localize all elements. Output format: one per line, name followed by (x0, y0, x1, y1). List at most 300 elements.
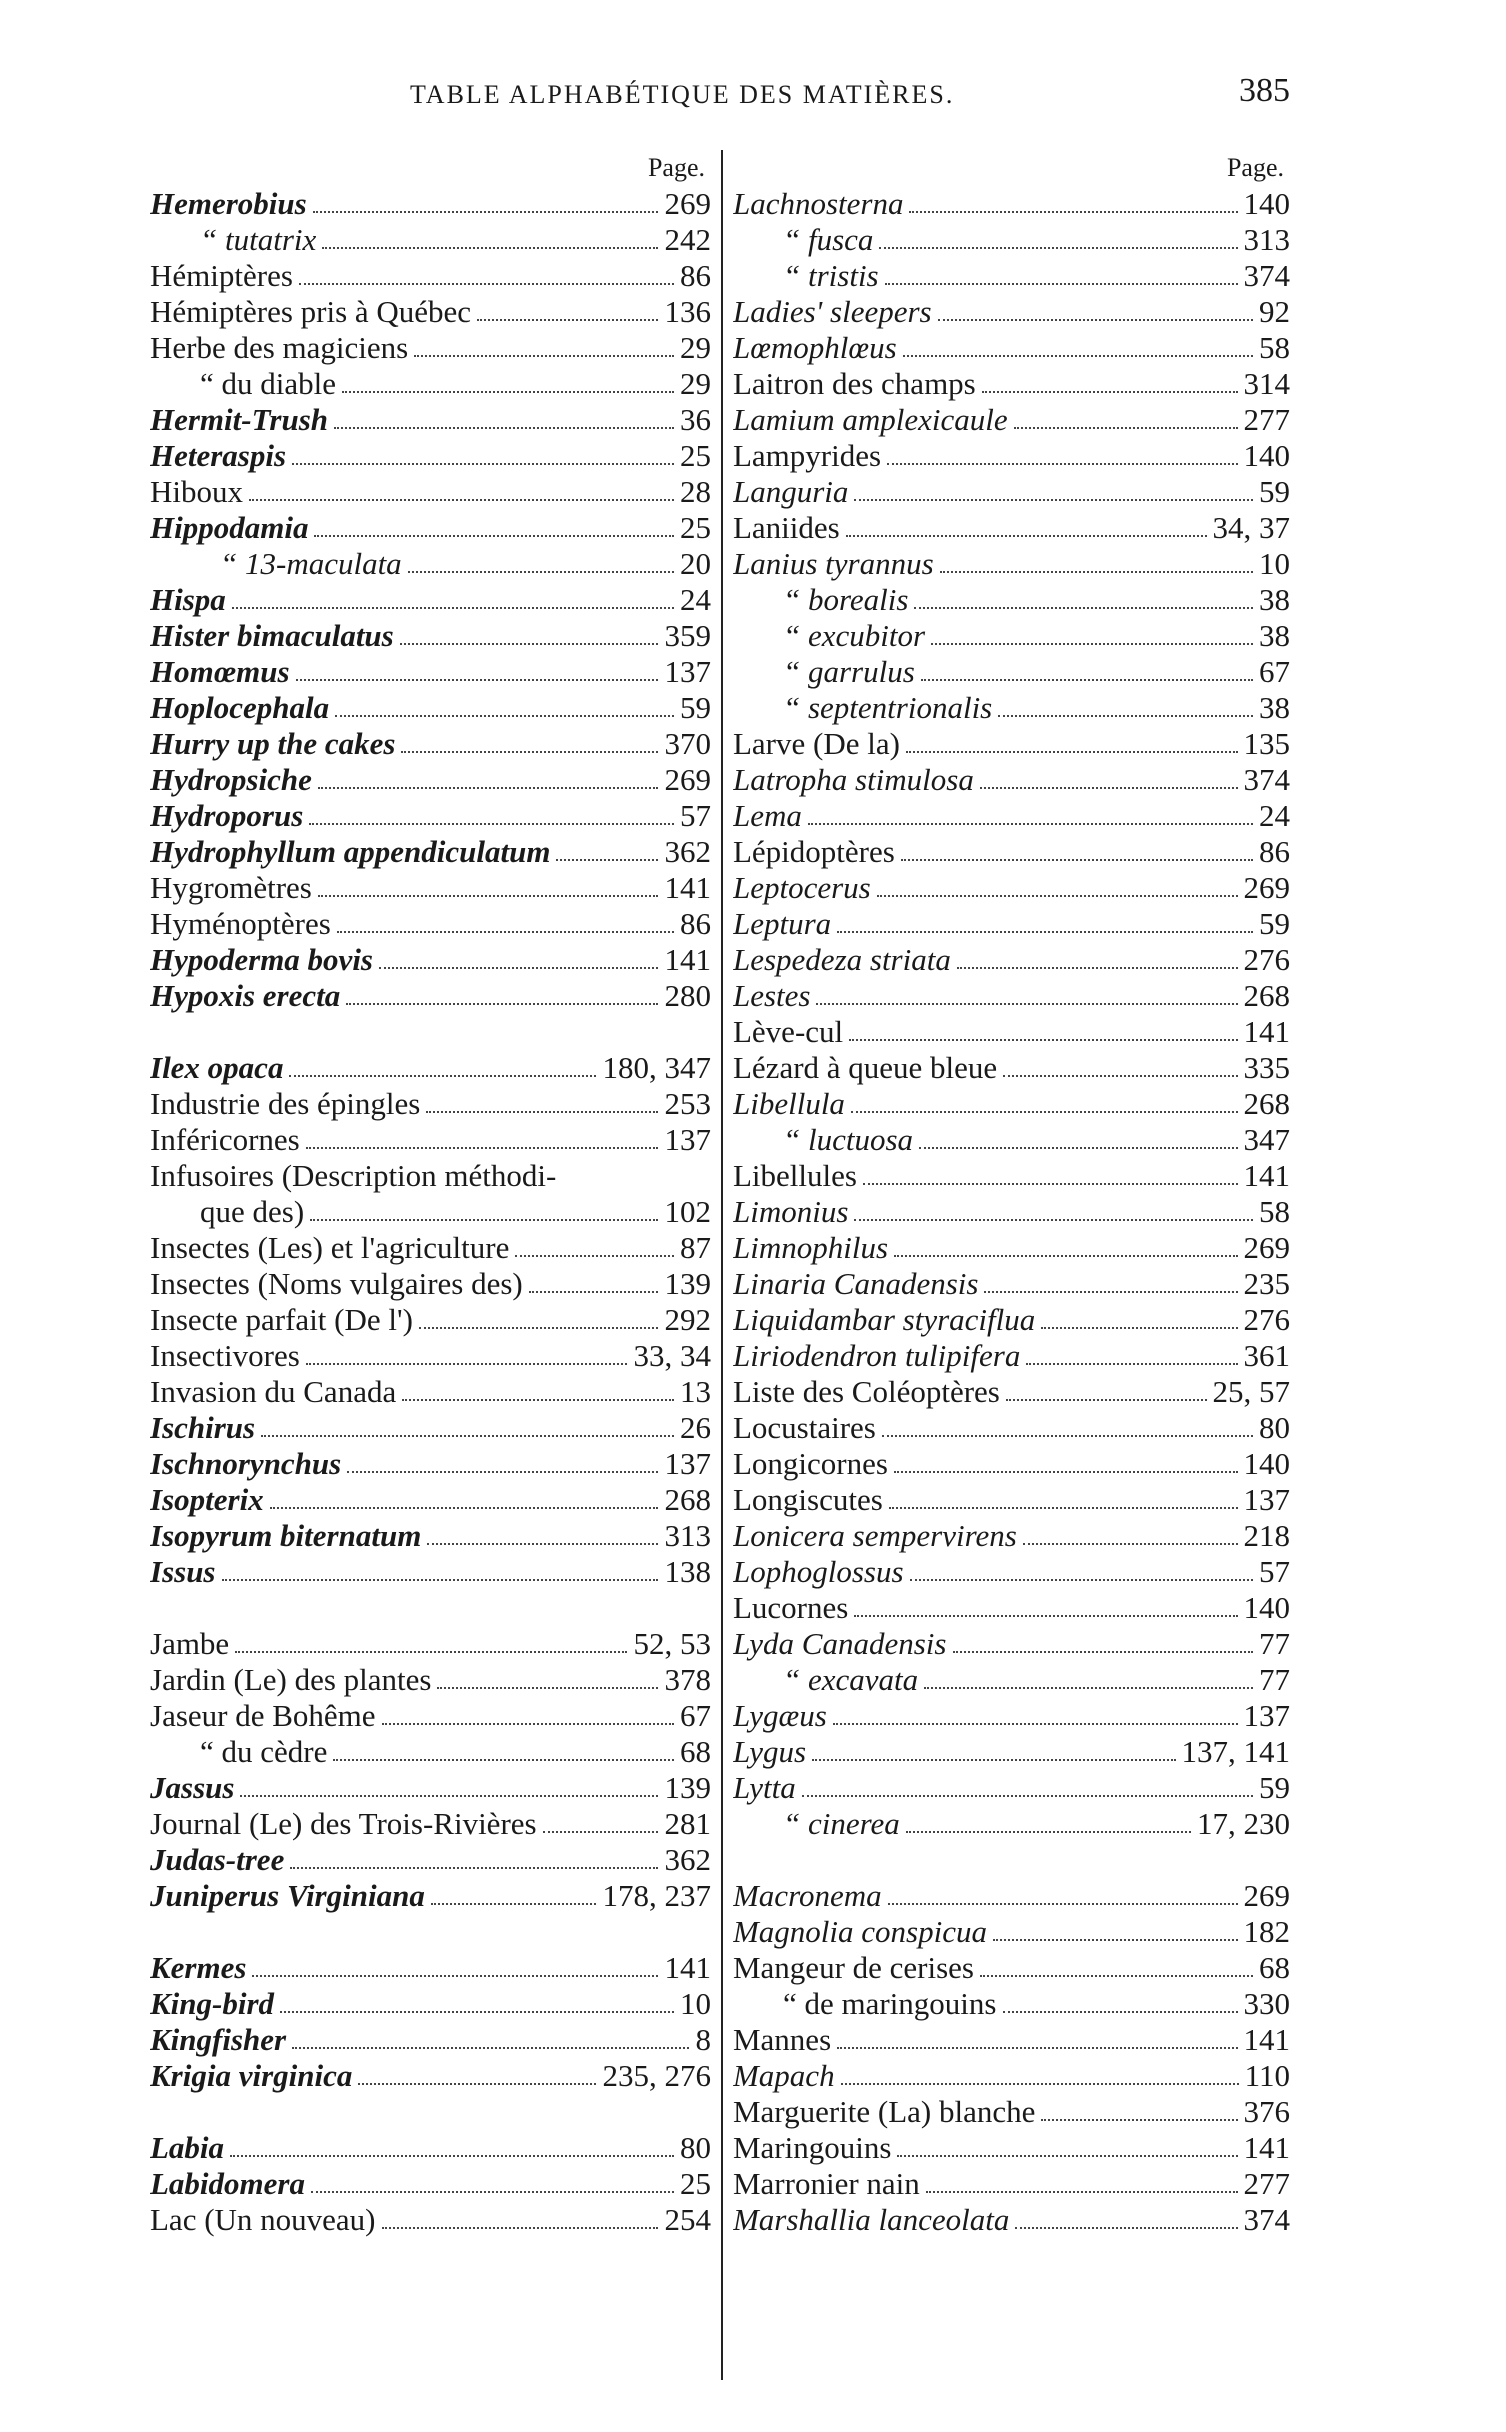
dot-leader (887, 463, 1237, 465)
dot-leader (419, 1327, 659, 1329)
index-entry (150, 1914, 711, 1950)
entry-page: 141 (664, 1950, 711, 1985)
index-entry (733, 510, 1290, 546)
entry-term: Invasion du Canada (150, 1374, 397, 1409)
entry-page: 269 (1243, 1878, 1290, 1913)
dot-leader (408, 571, 674, 573)
index-entry (150, 1734, 711, 1770)
entry-page: 25 (679, 438, 711, 473)
index-entry (733, 834, 1290, 870)
index-entry (733, 1698, 1290, 1734)
index-entry (733, 2202, 1290, 2238)
dot-leader (379, 967, 658, 969)
dot-leader (414, 355, 674, 357)
index-entry (733, 1518, 1290, 1554)
dot-leader (1023, 1543, 1238, 1545)
entry-page: 330 (1243, 1986, 1290, 2021)
entry-page: 38 (1259, 582, 1290, 617)
dot-leader (982, 391, 1238, 393)
dot-leader (334, 427, 674, 429)
entry-term: Hypoxis erecta (150, 978, 341, 1013)
entry-term: “ tristis (782, 258, 879, 293)
entry-term: Ischnorynchus (150, 1446, 342, 1481)
index-entry (150, 1086, 711, 1122)
index-entry (733, 1626, 1290, 1662)
entry-page: 361 (1243, 1338, 1290, 1373)
entry-term: Jassus (150, 1770, 235, 1805)
entry-term: Jambe (150, 1626, 230, 1661)
entry-term: Hermit-Trush (150, 402, 328, 437)
index-entry (150, 1482, 711, 1518)
index-entry (733, 726, 1290, 762)
entry-page: 254 (664, 2202, 711, 2237)
entry-term: Mangeur de cerises (732, 1950, 974, 1985)
dot-leader (401, 751, 658, 753)
entry-term: Hémiptères pris à Québec (150, 294, 472, 329)
entry-term: Liquidambar styraciflua (732, 1302, 1036, 1337)
entry-term: Lépidoptères (732, 834, 895, 869)
index-entry (733, 582, 1290, 618)
dot-leader (427, 1543, 658, 1545)
index-entry (150, 1770, 711, 1806)
index-entry (150, 1842, 711, 1878)
entry-term: Labia (150, 2130, 225, 2165)
entry-page: 140 (1243, 186, 1290, 221)
index-entry (733, 1050, 1290, 1086)
dot-leader (906, 751, 1238, 753)
index-entry (150, 726, 711, 762)
entry-page: 268 (664, 1482, 711, 1517)
index-entry (733, 1410, 1290, 1446)
index-entry (150, 1050, 711, 1086)
dot-leader (299, 283, 674, 285)
index-entry (733, 1266, 1290, 1302)
entry-page: 92 (1259, 294, 1290, 329)
entry-page: 68 (679, 1734, 711, 1769)
entry-term: Locustaires (732, 1410, 876, 1445)
page-column-label: Page. (1226, 153, 1284, 182)
dot-leader (953, 1651, 1254, 1653)
index-entry (733, 618, 1290, 654)
index-entry (150, 1698, 711, 1734)
entry-page: 8 (695, 2022, 711, 2057)
dot-leader (292, 2047, 689, 2049)
dot-leader (957, 967, 1238, 969)
index-entry (733, 1554, 1290, 1590)
index-entry (150, 1194, 711, 1230)
entry-page: 13 (679, 1374, 711, 1409)
entry-term: Insectes (Les) et l'agriculture (150, 1230, 510, 1265)
entry-page: 362 (664, 834, 711, 869)
entry-page: 137 (664, 1122, 711, 1157)
dot-leader (335, 715, 674, 717)
index-entry (150, 906, 711, 942)
dot-leader (903, 355, 1253, 357)
index-entry (733, 366, 1290, 402)
entry-page: 24 (679, 582, 711, 617)
entry-term: “ septentrionalis (782, 690, 993, 725)
dot-leader (854, 1219, 1253, 1221)
index-entry (150, 834, 711, 870)
index-entry (733, 654, 1290, 690)
index-entry (733, 1734, 1290, 1770)
entry-term: Larve (De la) (732, 726, 900, 761)
entry-page: 24 (1259, 798, 1290, 833)
entry-term: Lygus (732, 1734, 807, 1769)
entry-page: 137 (664, 1446, 711, 1481)
entry-term: Marguerite (La) blanche (732, 2094, 1036, 2129)
entry-term: Lyda Canadensis (732, 1626, 947, 1661)
entry-term: Lac (Un nouveau) (150, 2202, 376, 2237)
entry-term: Heteraspis (150, 438, 287, 473)
entry-page: 52, 53 (633, 1626, 711, 1661)
index-entry (150, 1014, 711, 1050)
entry-term: “ du diable (200, 366, 337, 401)
dot-leader (998, 715, 1253, 717)
index-entry (150, 1410, 711, 1446)
entry-page: 86 (679, 906, 711, 941)
entry-term: Ischirus (150, 1410, 256, 1445)
index-entry (733, 906, 1290, 942)
dot-leader (249, 499, 674, 501)
index-entry (150, 1662, 711, 1698)
index-entry (733, 186, 1290, 222)
entry-term: “ 13-maculata (220, 546, 402, 581)
dot-leader (854, 1615, 1237, 1617)
dot-leader (901, 859, 1253, 861)
dot-leader (280, 2011, 674, 2013)
index-entry (150, 654, 711, 690)
entry-term: Leptura (732, 906, 832, 941)
dot-leader (1041, 1327, 1237, 1329)
entry-term: “ garrulus (782, 654, 915, 689)
entry-page: 141 (664, 870, 711, 905)
index-entry (733, 1086, 1290, 1122)
index-entry (150, 402, 711, 438)
entry-page: 359 (664, 618, 711, 653)
entry-page: 362 (664, 1842, 711, 1877)
index-entry (150, 294, 711, 330)
entry-page: 374 (1243, 2202, 1290, 2237)
dot-leader (346, 1003, 658, 1005)
index-entry (733, 942, 1290, 978)
dot-leader (342, 391, 674, 393)
index-entry (150, 438, 711, 474)
entry-page: 68 (1259, 1950, 1290, 1985)
index-entry (150, 222, 711, 258)
dot-leader (854, 499, 1253, 501)
entry-term: Lézard à queue bleue (732, 1050, 998, 1085)
entry-page: 33, 34 (633, 1338, 711, 1373)
entry-page: 57 (679, 798, 711, 833)
entry-page: 141 (1243, 2022, 1290, 2057)
dot-leader (431, 1903, 597, 1905)
dot-leader (358, 2083, 596, 2085)
entry-page: 34, 37 (1212, 510, 1290, 545)
entry-term: Inféricornes (150, 1122, 300, 1157)
entry-term: “ tutatrix (200, 222, 317, 257)
dot-leader (897, 2155, 1237, 2157)
entry-term: Hispa (150, 582, 226, 617)
entry-term: Insectivores (150, 1338, 300, 1373)
index-entry (733, 1806, 1290, 1842)
dot-leader (232, 607, 674, 609)
entry-term: Hémiptères (150, 258, 293, 293)
entry-page: 235, 276 (602, 2058, 711, 2093)
entry-term: Lophoglossus (732, 1554, 904, 1589)
index-entry (150, 798, 711, 834)
index-entry (150, 1122, 711, 1158)
dot-leader (261, 1435, 674, 1437)
entry-term: Issus (150, 1554, 216, 1589)
dot-leader (347, 1471, 658, 1473)
entry-page: 277 (1243, 402, 1290, 437)
index-entry (733, 1842, 1290, 1878)
index-entry (733, 1158, 1290, 1194)
entry-page: 59 (679, 690, 711, 725)
dot-leader (837, 2047, 1237, 2049)
index-entry (733, 546, 1290, 582)
index-entry (733, 1986, 1290, 2022)
entry-page: 59 (1259, 906, 1290, 941)
page-number: 385 (1239, 72, 1290, 109)
entry-term: Journal (Le) des Trois-Rivières (150, 1806, 537, 1841)
dot-leader (980, 1975, 1253, 1977)
entry-term: Hypoderma bovis (150, 942, 373, 977)
entry-term: Krigia virginica (150, 2058, 353, 2093)
entry-term: Lamium amplexicaule (732, 402, 1008, 437)
entry-term: Insecte parfait (De l') (150, 1302, 413, 1337)
index-entry (733, 2130, 1290, 2166)
index-entry (150, 546, 711, 582)
index-entry (150, 942, 711, 978)
entry-page: 374 (1243, 762, 1290, 797)
entry-list-left (150, 186, 711, 2238)
entry-page: 138 (664, 1554, 711, 1589)
entry-term: “ excubitor (782, 618, 926, 653)
index-entry (150, 1230, 711, 1266)
dot-leader (515, 1255, 674, 1257)
dot-leader (879, 247, 1237, 249)
dot-leader (877, 895, 1238, 897)
dot-leader (940, 571, 1253, 573)
entry-term: Liriodendron tulipifera (732, 1338, 1021, 1373)
entry-term: Herbe des magiciens (150, 330, 409, 365)
index-entry (150, 2022, 711, 2058)
index-entry (733, 438, 1290, 474)
index-entry (150, 1590, 711, 1626)
entry-term: “ borealis (782, 582, 909, 617)
entry-page: 29 (679, 366, 711, 401)
dot-leader (841, 2083, 1239, 2085)
entry-page: 102 (664, 1194, 711, 1229)
entry-page: 58 (1259, 1194, 1290, 1229)
dot-leader (240, 1795, 658, 1797)
entry-page: 17, 230 (1197, 1806, 1290, 1841)
index-entry (150, 1302, 711, 1338)
index-entry (150, 582, 711, 618)
entry-page: 25 (679, 2166, 711, 2201)
index-entry (150, 1158, 711, 1194)
entry-term: Laniides (732, 510, 840, 545)
entry-term: Mapach (732, 2058, 835, 2093)
entry-page: 141 (664, 942, 711, 977)
index-entry (733, 222, 1290, 258)
entry-term: “ cinerea (782, 1806, 900, 1841)
index-entry (150, 1446, 711, 1482)
entry-term: Infusoires (Description méthodi- (150, 1158, 557, 1193)
index-entry (733, 402, 1290, 438)
dot-leader (318, 787, 659, 789)
index-entry (150, 510, 711, 546)
entry-page: 178, 237 (602, 1878, 711, 1913)
dot-leader (1003, 2011, 1238, 2013)
dot-leader (919, 1147, 1237, 1149)
entry-page: 140 (1243, 1446, 1290, 1481)
dot-leader (270, 1507, 659, 1509)
index-entry (150, 2166, 711, 2202)
entry-term: Laitron des champs (732, 366, 976, 401)
entry-page: 292 (664, 1302, 711, 1337)
dot-leader (235, 1651, 627, 1653)
dot-leader (888, 1903, 1238, 1905)
entry-term: Lœmophlœus (732, 330, 897, 365)
entry-term: Hister bimaculatus (150, 618, 394, 653)
index-entry (150, 258, 711, 294)
index-entry (733, 474, 1290, 510)
dot-leader (837, 931, 1253, 933)
entry-page: 141 (1243, 1014, 1290, 1049)
entry-page: 139 (664, 1770, 711, 1805)
dot-leader (924, 1687, 1253, 1689)
index-entry (150, 2058, 711, 2094)
index-entry (150, 1950, 711, 1986)
entry-term: Hydropsiche (150, 762, 312, 797)
dot-leader (910, 1579, 1253, 1581)
entry-term: Hydrophyllum appendiculatum (150, 834, 551, 869)
entry-term: Limonius (732, 1194, 849, 1229)
index-entry (150, 474, 711, 510)
entry-term: Limnophilus (732, 1230, 889, 1265)
entry-page: 86 (679, 258, 711, 293)
index-entry (733, 1662, 1290, 1698)
index-entry (150, 1626, 711, 1662)
dot-leader (863, 1183, 1238, 1185)
index-entry (733, 1122, 1290, 1158)
index-entry (150, 1266, 711, 1302)
entry-page: 57 (1259, 1554, 1290, 1589)
entry-page: 218 (1243, 1518, 1290, 1553)
entry-page: 137 (664, 654, 711, 689)
entry-term: Kingfisher (150, 2022, 287, 2057)
entry-page: 137 (1243, 1482, 1290, 1517)
entry-term: Lygæus (732, 1698, 827, 1733)
entry-term: Lachnosterna (732, 186, 904, 221)
index-entry (733, 1230, 1290, 1266)
index-entry (733, 978, 1290, 1014)
page-column-label: Page. (647, 153, 705, 182)
entry-term: Maringouins (732, 2130, 892, 2165)
index-column-left (150, 150, 723, 2380)
entry-page: 67 (679, 1698, 711, 1733)
entry-page: 276 (1243, 1302, 1290, 1337)
dot-leader (543, 1831, 659, 1833)
dot-leader (310, 1219, 658, 1221)
index-entry (733, 258, 1290, 294)
entry-page: 38 (1259, 690, 1290, 725)
entry-term: Libellules (732, 1158, 857, 1193)
dot-leader (382, 2227, 659, 2229)
index-entry (150, 366, 711, 402)
dot-leader (529, 1291, 659, 1293)
entry-term: Longicornes (732, 1446, 888, 1481)
dot-leader (938, 319, 1253, 321)
entry-page: 135 (1243, 726, 1290, 761)
dot-leader (984, 1291, 1237, 1293)
dot-leader (296, 679, 659, 681)
index-entry (150, 762, 711, 798)
entry-page: 268 (1243, 978, 1290, 1013)
entry-term: Hemerobius (150, 186, 307, 221)
index-entry (733, 1914, 1290, 1950)
entry-term: Macronema (732, 1878, 882, 1913)
entry-term: Lonicera sempervirens (732, 1518, 1017, 1553)
dot-leader (333, 1759, 674, 1761)
index-entry (150, 618, 711, 654)
entry-term: King-bird (150, 1986, 275, 2021)
entry-page: 269 (1243, 1230, 1290, 1265)
entry-page: 314 (1243, 366, 1290, 401)
index-entry (733, 1482, 1290, 1518)
entry-page: 253 (664, 1086, 711, 1121)
dot-leader (926, 2191, 1238, 2193)
entry-page: 276 (1243, 942, 1290, 977)
dot-leader (318, 895, 659, 897)
dot-leader (314, 535, 674, 537)
dot-leader (802, 1795, 1253, 1797)
entry-term: Marronier nain (732, 2166, 920, 2201)
entry-page: 335 (1243, 1050, 1290, 1085)
entry-page: 59 (1259, 474, 1290, 509)
entry-page: 313 (1243, 222, 1290, 257)
entry-term: Ladies' sleepers (732, 294, 932, 329)
entry-page: 38 (1259, 618, 1290, 653)
entry-page: 10 (1259, 546, 1290, 581)
entry-page: 277 (1243, 2166, 1290, 2201)
index-entry (150, 690, 711, 726)
entry-term: Isopyrum biternatum (150, 1518, 422, 1553)
entry-page: 77 (1259, 1662, 1290, 1697)
dot-leader (833, 1723, 1238, 1725)
entry-term: Leptocerus (732, 870, 871, 905)
entry-page: 140 (1243, 1590, 1290, 1625)
entry-page: 313 (664, 1518, 711, 1553)
dot-leader (993, 1939, 1238, 1941)
entry-term: Hygromètres (150, 870, 312, 905)
entry-page: 376 (1243, 2094, 1290, 2129)
dot-leader (1003, 1075, 1237, 1077)
entry-page: 141 (1243, 1158, 1290, 1193)
entry-term: Industrie des épingles (150, 1086, 421, 1121)
entry-page: 269 (1243, 870, 1290, 905)
entry-term: Lema (732, 798, 802, 833)
index-entry (733, 1374, 1290, 1410)
dot-leader (846, 535, 1207, 537)
index-entry (150, 1338, 711, 1374)
entry-page: 269 (664, 186, 711, 221)
entry-page: 137 (1243, 1698, 1290, 1733)
entry-term: Lucornes (732, 1590, 849, 1625)
